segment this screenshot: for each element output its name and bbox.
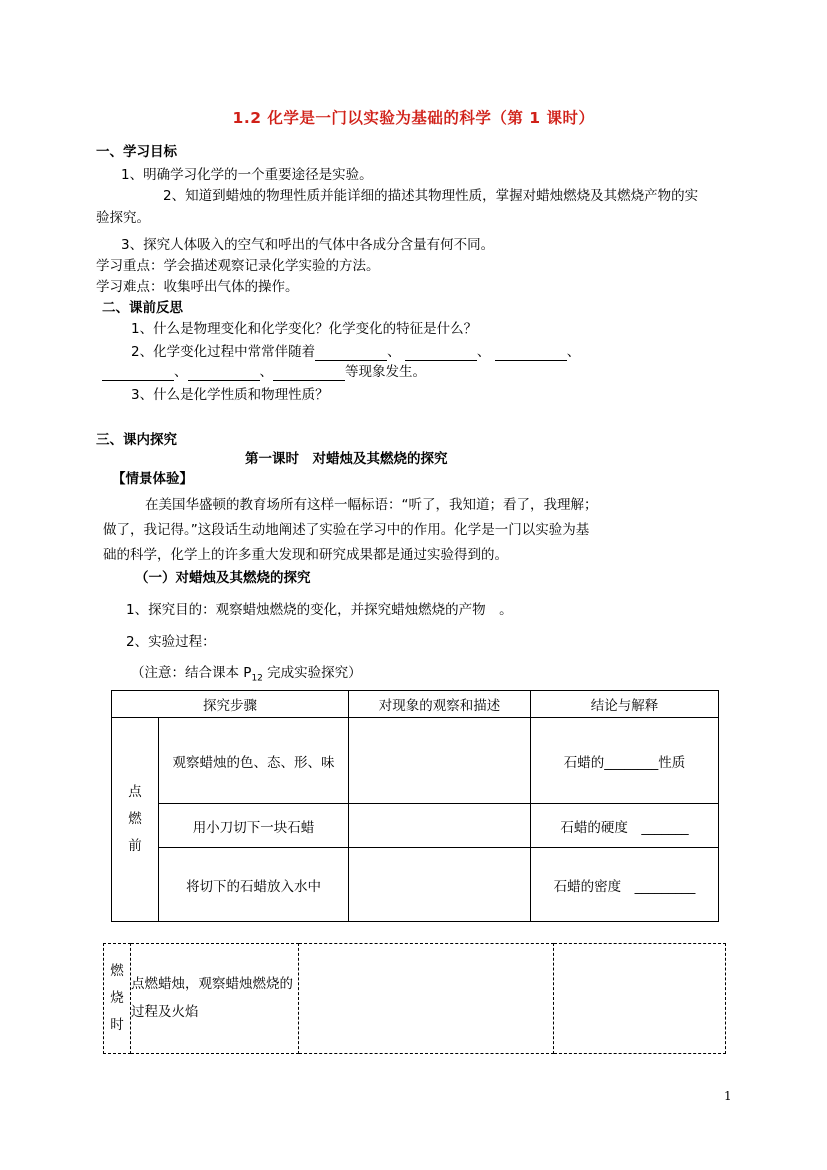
table-cell-observation[interactable]: [349, 848, 531, 922]
group-while-burning: 燃 烧 时: [104, 944, 131, 1054]
blank: [315, 344, 387, 361]
part-1-heading: （一）对蜡烛及其燃烧的探究: [135, 570, 311, 586]
table-cell-observation[interactable]: [298, 944, 554, 1054]
table-cell-step: 点燃蜡烛，观察蜡烛燃烧的过程及火焰: [130, 944, 298, 1054]
note-subscript: 12: [251, 673, 263, 684]
section-1-heading: 一、学习目标: [96, 144, 177, 160]
table-cell-conclusion: 石蜡的硬度 _______: [531, 804, 719, 848]
table-cell-observation[interactable]: [349, 718, 531, 804]
question-3: 3、什么是化学性质和物理性质？: [131, 387, 329, 403]
experiment-table-burning: [103, 943, 726, 1054]
header-conclusion: 结论与解释: [531, 691, 719, 718]
section-2-heading: 二、课前反思: [102, 300, 183, 316]
goal-1: 1、明确学习化学的一个重要途径是实验。: [121, 167, 373, 183]
blank: [405, 344, 477, 361]
note-text: （注意：结合课本 P: [131, 665, 252, 681]
scene-paragraph-1: 在美国华盛顿的教育场所有这样一幅标语：“听了，我知道；看了，我理解；: [145, 497, 598, 513]
separator: 、: [476, 344, 491, 360]
scene-paragraph-3: 础的科学，化学上的许多重大发现和研究成果都是通过实验得到的。: [103, 547, 508, 563]
table-cell-conclusion[interactable]: [554, 944, 726, 1054]
goal-2-line2: 验探究。: [96, 210, 150, 226]
section-3-heading: 三、课内探究: [96, 432, 177, 448]
question-1: 1、什么是物理变化和化学变化？化学变化的特征是什么？: [131, 321, 478, 337]
question-2-text: 2、化学变化过程中常常伴随着: [131, 344, 316, 360]
lesson-subtitle: 第一课时 对蜡烛及其燃烧的探究: [245, 451, 448, 467]
group-before-lighting: 点 燃 前: [112, 718, 159, 922]
table-cell-step: 用小刀切下一块石蜡: [159, 804, 349, 848]
table-cell-observation[interactable]: [349, 804, 531, 848]
question-2-line2: [102, 360, 426, 381]
goal-2-line1: 2、知道到蜡烛的物理性质并能详细的描述其物理性质，掌握对蜡烛燃烧及其燃烧产物的实: [163, 188, 699, 204]
blank: [102, 364, 174, 381]
blank: [273, 364, 345, 381]
table-cell-conclusion: 石蜡的________性质: [531, 718, 719, 804]
note-text-end: 完成实验探究）: [262, 665, 362, 681]
separator: 、: [174, 364, 188, 380]
scene-paragraph-2: 做了，我记得。”这段话生动地阐述了实验在学习中的作用。化学是一门以实验为基: [103, 522, 590, 538]
question-2-end: 等现象发生。: [345, 364, 426, 380]
header-steps: 探究步骤: [112, 691, 349, 718]
table-cell-step: 将切下的石蜡放入水中: [159, 848, 349, 922]
blank: [495, 344, 567, 361]
table-cell-conclusion: 石蜡的密度 _________: [531, 848, 719, 922]
table-cell-step: 观察蜡烛的色、态、形、味: [159, 718, 349, 804]
process: 2、实验过程：: [126, 634, 216, 650]
page-title: 1.2 化学是一门以实验为基础的科学（第 1 课时）: [232, 109, 595, 127]
page-number: 1: [724, 1089, 732, 1103]
purpose: 1、探究目的：观察蜡烛燃烧的变化，并探究蜡烛燃烧的产物 。: [126, 602, 513, 618]
header-observation: 对现象的观察和描述: [349, 691, 531, 718]
separator: 、: [566, 344, 581, 360]
separator: 、: [387, 344, 401, 360]
experiment-table-before: [111, 690, 719, 922]
scene-label: 【情景体验】: [112, 471, 193, 487]
goal-3: 3、探究人体吸入的空气和呼出的气体中各成分含量有何不同。: [121, 237, 495, 253]
blank: [188, 364, 260, 381]
key-point: 学习重点：学会描述观察记录化学实验的方法。: [96, 258, 380, 274]
note: [131, 661, 362, 684]
separator: 、: [259, 364, 273, 380]
difficulty-point: 学习难点：收集呼出气体的操作。: [96, 279, 299, 295]
question-2-line1: [131, 340, 580, 361]
